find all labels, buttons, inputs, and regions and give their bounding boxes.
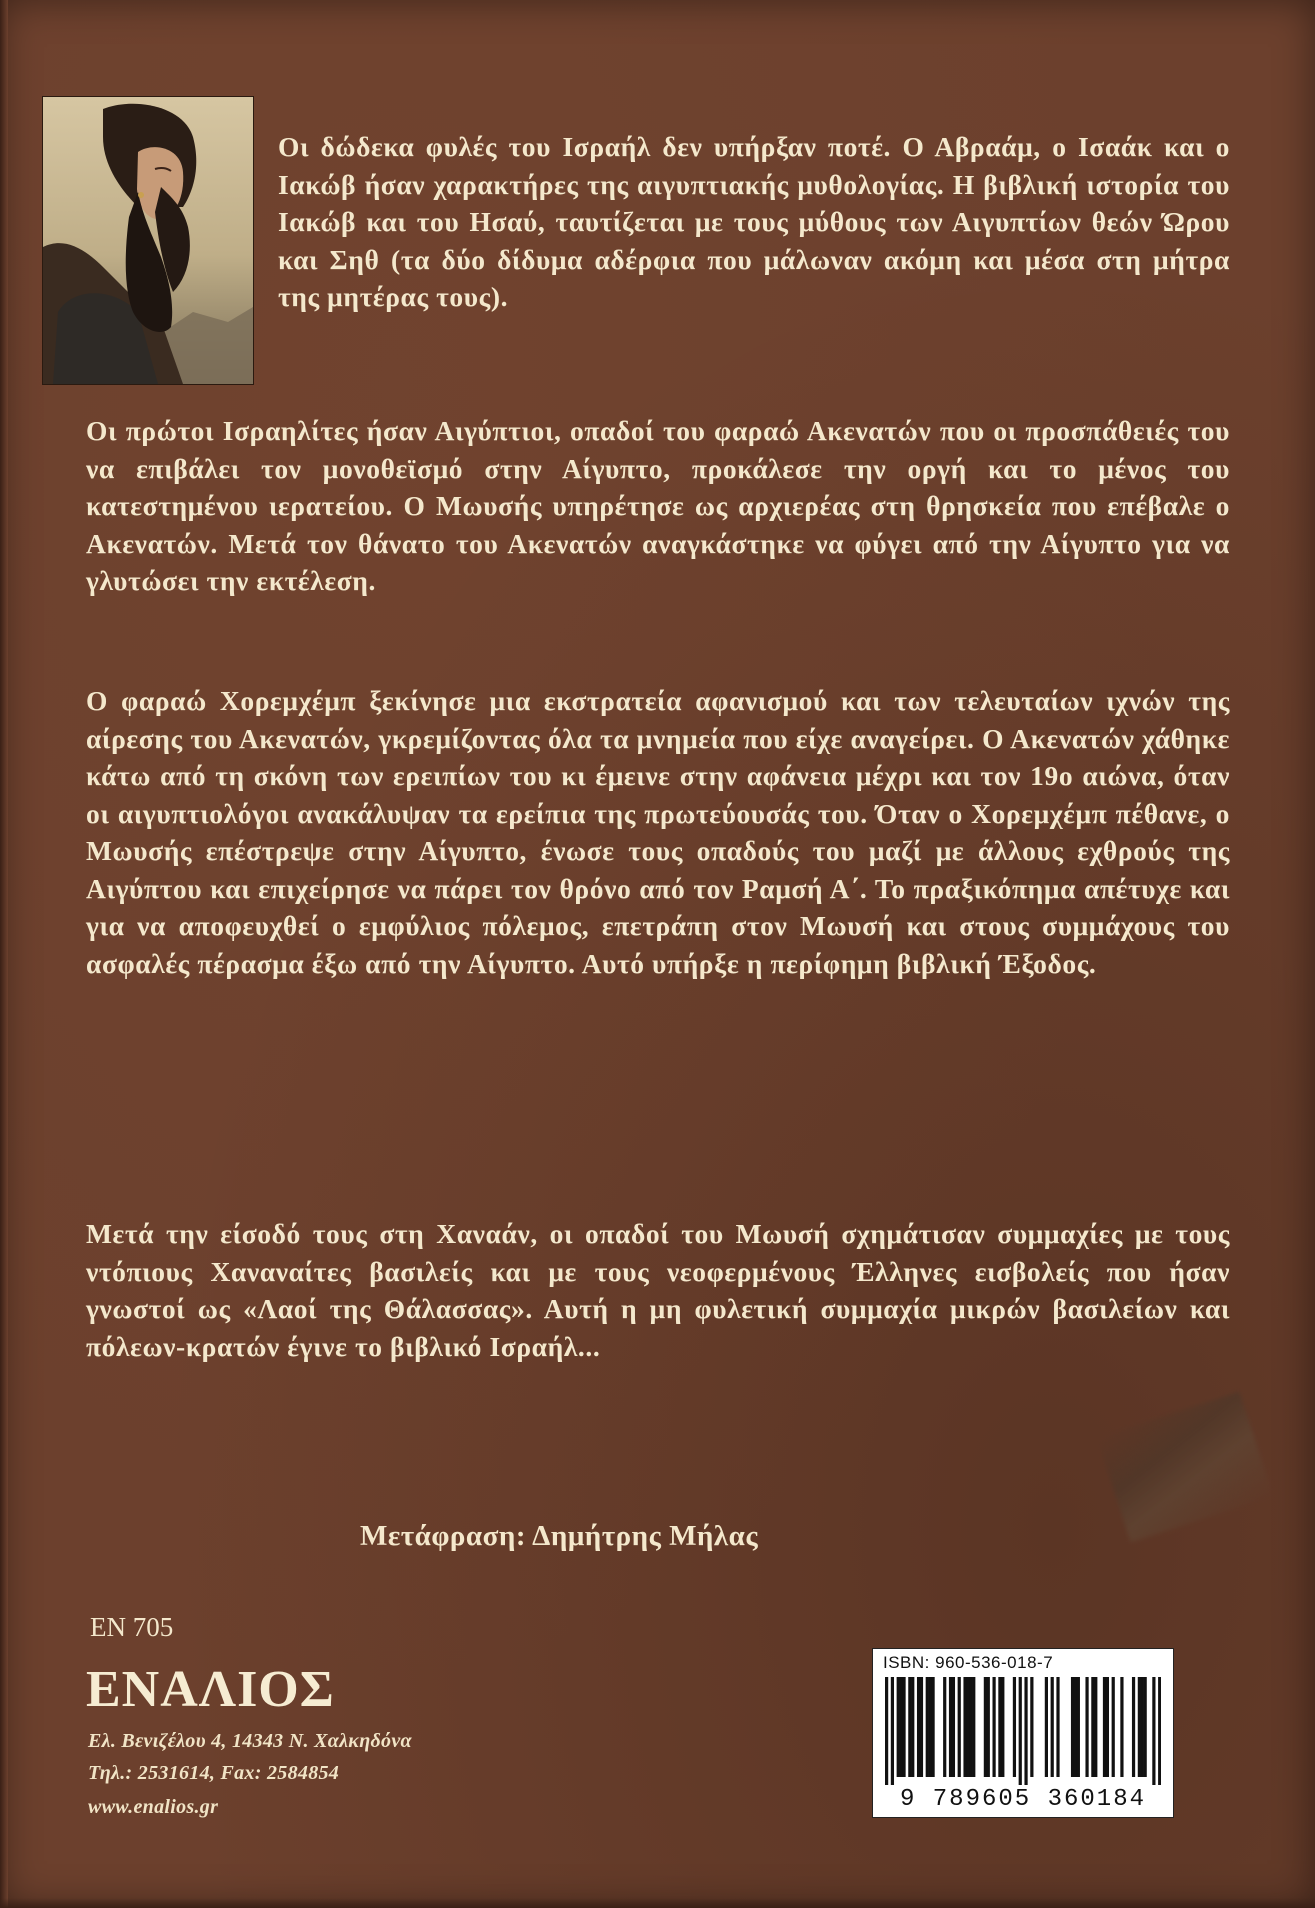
catalog-code: ΕΝ 705 xyxy=(90,1612,174,1642)
barcode-bar xyxy=(949,1677,952,1777)
barcode-bar xyxy=(958,1677,961,1777)
barcode-bar xyxy=(1056,1677,1059,1777)
barcode-bar xyxy=(917,1677,920,1777)
barcode-bar xyxy=(885,1677,888,1785)
barcode-bar xyxy=(1071,1677,1074,1777)
paragraph-4: Μετά την είσοδό τους στη Χαναάν, οι οπαδοί του Μωυσή σχημάτισαν συμμαχίες με τους ντόπιους Χαναναίτες βασιλείς και με τους νεοφερμένους Έλληνες εισβολείς που ήσαν γνωστοί ως «Λαοί της Θάλασσας». Αυτή η μη φυλετική συμμαχία μικρών βασιλείων και πόλεων-κρατών έγινε το βιβλικό Ισραήλ... xyxy=(86,1218,1230,1362)
barcode-bar xyxy=(908,1677,911,1777)
publisher-name: ΕΝΑΛΙΟΣ xyxy=(86,1661,335,1718)
paragraph-2: Οι πρώτοι Ισραηλίτες ήσαν Αιγύπτιοι, οπαδοί του φαραώ Ακενατών που οι προσπάθειές του να επιβάλει τον μονοθεϊσμό στην Αίγυπτο, προκάλεσε την οργή και το μένος του κατεστημένου ιερατείου. Ο Μωυσής υπηρέτησε ως αρχιερέας στη θρησκεία που επέβαλε ο Ακενατών. Μετά τον θάνατο του Ακενατών αναγκάστηκε να φύγει από την Αίγυπτο για να γλυτώσει την εκτέλεση. xyxy=(86,415,1230,596)
translator-credit: Μετάφραση: Δημήτρης Μήλας xyxy=(360,1520,759,1552)
barcode-label xyxy=(872,1648,1174,1818)
barcode-bar xyxy=(1138,1677,1141,1777)
ean-number: 9 789605 360184 xyxy=(899,1786,1147,1813)
barcode-bar xyxy=(897,1677,900,1777)
author-portrait-image xyxy=(42,96,254,385)
cover-bottom-shadow xyxy=(0,1898,1315,1908)
barcode-bar xyxy=(1030,1677,1033,1777)
barcode-bar xyxy=(891,1677,894,1785)
barcode-bar xyxy=(1077,1677,1080,1777)
barcode-bar xyxy=(920,1677,923,1777)
barcode-bar xyxy=(1024,1677,1027,1785)
barcode-bar xyxy=(1158,1677,1161,1785)
barcode-bar xyxy=(1074,1677,1077,1777)
barcode-bar xyxy=(1132,1677,1135,1777)
paragraph-1: Οι δώδεκα φυλές του Ισραήλ δεν υπήρξαν ποτέ. Ο Αβραάμ, ο Ισαάκ και ο Ιακώβ ήσαν χαρακτήρες της αιγυπτιακής μυθολογίας. Η βιβλική ιστορία του Ιακώβ και του Ησαύ, ταυτίζεται με τους μύθους των Αιγυπτίων θεών Ώρου και Σηθ (τα δύο δίδυμα αδέρφια που μάλωναν ακόμη και μέσα στη μήτρα της μητέρας τους). xyxy=(278,131,1230,312)
barcode-bar xyxy=(1085,1677,1088,1777)
barcode-bar xyxy=(1051,1677,1054,1777)
barcode-bar xyxy=(963,1677,966,1777)
barcode-bar xyxy=(902,1677,905,1777)
barcode-bar xyxy=(1019,1677,1022,1785)
barcode-bar xyxy=(1112,1677,1115,1777)
publisher-address: Ελ. Βενιζέλου 4, 14343 Ν. Χαλκηδόνα xyxy=(88,1730,412,1752)
barcode-bar xyxy=(1001,1677,1004,1777)
barcode-bar xyxy=(943,1677,946,1777)
barcode-bar xyxy=(900,1677,903,1777)
barcode-bar xyxy=(969,1677,972,1777)
bearded-man-portrait-icon xyxy=(43,97,253,384)
barcode-bar xyxy=(1045,1677,1048,1777)
barcode-bar xyxy=(1091,1677,1094,1777)
publisher-phone-fax: Τηλ.: 2531614, Fax: 2584854 xyxy=(88,1762,340,1784)
barcode-bar xyxy=(929,1677,932,1777)
paragraph-3: Ο φαραώ Χορεμχέμπ ξεκίνησε μια εκστρατεία αφανισμού και των τελευταίων ιχνών της αίρεσης του Ακενατών, γκρεμίζοντας όλα τα μνημεία που είχε αναγείρει. Ο Ακενατών χάθηκε κάτω από τη σκόνη των ερειπίων του κι έμεινε στην αφάνεια μέχρι και τον 19ο αιώνα, όταν οι αιγυπτιολόγοι ανακάλυψαν τα ερείπια της πρωτεύουσάς του. Όταν ο Χορεμχέμπ πέθανε, ο Μωυσής επέστρεψε στην Αίγυπτο, ένωσε τους οπαδούς του μαζί με άλλους εχθρούς της Αιγύπτου και επιχείρησε να πάρει τον θρόνο από τον Ραμσή Α΄. Το πραξικόπημα απέτυχε και για να αποφευχθεί ο εμφύλιος πόλεμος, επετράπη στον Μωυσή και στους συμμάχους του ασφαλές πέρασμα έξω από την Αίγυπτο. Αυτό υπήρξε η περίφημη βιβλική Έξοδος. xyxy=(86,685,1230,979)
barcode-bar xyxy=(1094,1677,1097,1777)
isbn-text: ISBN: 960-536-018-7 xyxy=(883,1653,1054,1672)
barcode-bar xyxy=(1106,1677,1109,1777)
ean-13-barcode-icon xyxy=(885,1677,1161,1785)
barcode-bar xyxy=(952,1677,955,1777)
barcode-bar xyxy=(926,1677,929,1777)
barcode-bar xyxy=(1103,1677,1106,1777)
barcode-bar xyxy=(984,1677,987,1777)
cover-edge-shadow xyxy=(0,0,8,1908)
barcode-bar xyxy=(972,1677,975,1777)
barcode-bar xyxy=(1013,1677,1016,1777)
publisher-website: www.enalios.gr xyxy=(88,1796,219,1818)
barcode-bar xyxy=(987,1677,990,1777)
barcode-bar xyxy=(1144,1677,1147,1777)
barcode-bar xyxy=(1152,1677,1155,1785)
barcode-bar xyxy=(911,1677,914,1777)
barcode-bar xyxy=(998,1677,1001,1777)
barcode-bar xyxy=(1141,1677,1144,1777)
barcode-bar xyxy=(966,1677,969,1777)
barcode-bar xyxy=(992,1677,995,1777)
barcode-bar xyxy=(1120,1677,1123,1777)
barcode-bar xyxy=(931,1677,934,1777)
